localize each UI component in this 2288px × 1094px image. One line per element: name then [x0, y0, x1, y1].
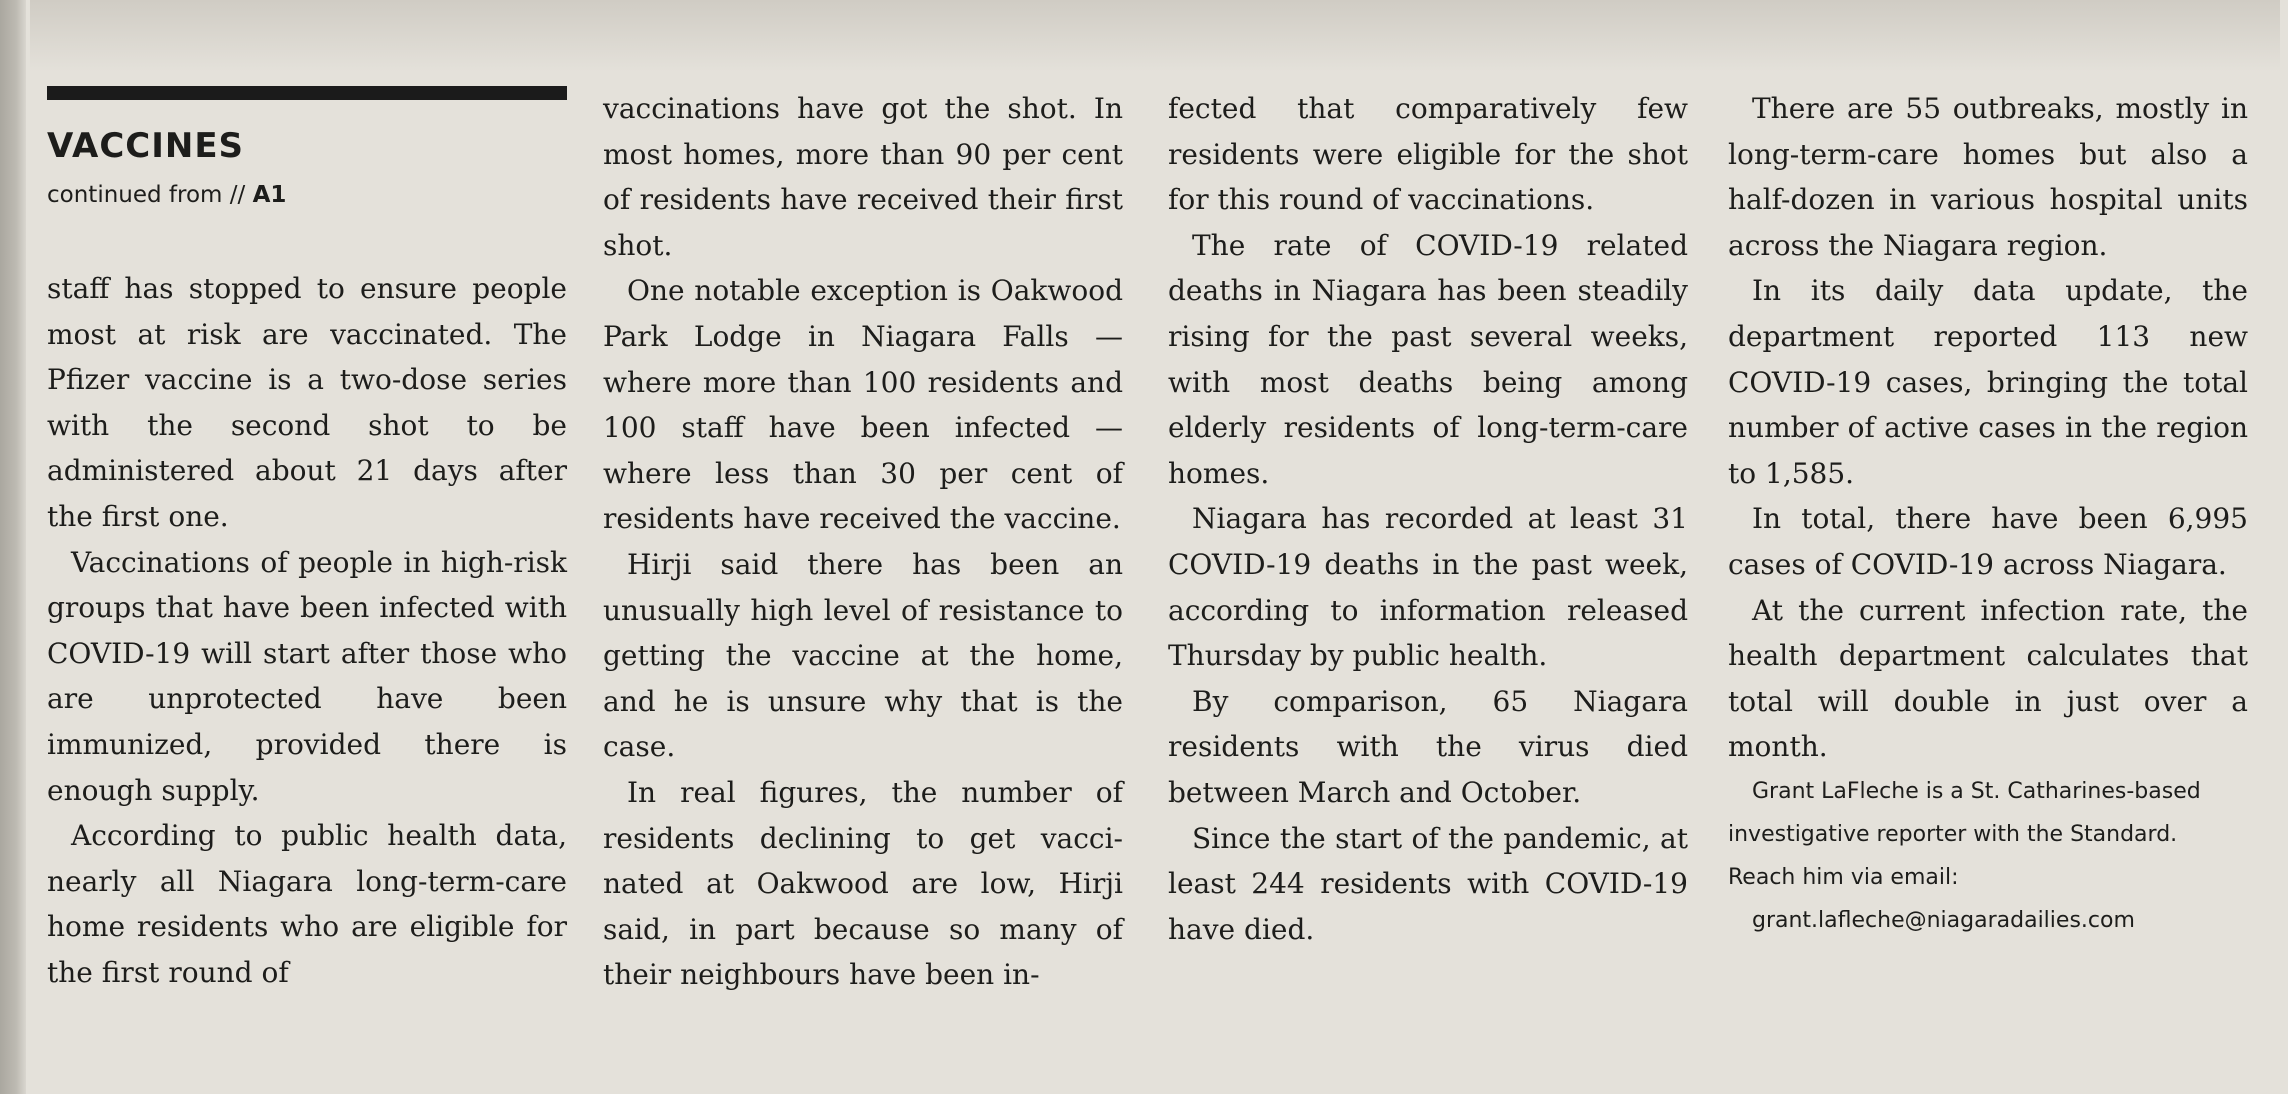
article-paragraph: By comparison, 65 Niagara residents with the virus died between March and October.	[1168, 684, 1688, 809]
author-email: grant.lafleche@niagaradailies.com	[1752, 907, 2135, 933]
article-column-4	[1728, 86, 2248, 942]
section-rule	[47, 86, 567, 100]
article-paragraph: vaccinations have got the shot. In most homes, more than 90 per cent of residents have received their first shot.	[603, 92, 1123, 262]
continued-page-ref: A1	[252, 182, 287, 208]
page-fold-shadow	[0, 0, 26, 1094]
article-paragraph: Vaccinations of people in high-risk groups that have been infected with COVID-19 will start after those who are unprotected have been immunized, provided there is enough supply.	[47, 545, 567, 807]
article-paragraph: Hirji said there has been an unusually high level of resistance to getting the vaccine at the home, and he is unsure why that is the case.	[603, 547, 1123, 764]
facing-page-bleed	[30, 0, 2280, 72]
article-paragraph: In its daily data update, the department reported 113 new COVID-19 cases, bringing the total number of active cases in the region to 1,585.	[1728, 274, 2248, 490]
article-paragraph: staff has stopped to ensure people most at risk are vaccinated. The Pfizer vaccine is a two-dose series with the second shot to be administered about 21 days after the first one.	[47, 272, 567, 533]
article-heading: VACCINES	[47, 126, 245, 166]
article-paragraph: fected that comparatively few residents were eligible for the shot for this round of vaccinations.	[1168, 92, 1688, 217]
article-column-2	[603, 86, 1123, 998]
article-paragraph: Since the start of the pandemic, at least 244 residents with COVID-19 have died.	[1168, 821, 1688, 946]
continued-label: continued from //	[47, 182, 253, 208]
article-paragraph: The rate of COVID-19 related deaths in Niagara has been steadily rising for the past several weeks, with most deaths being among elderly residents of long-term-care homes.	[1168, 228, 1688, 490]
article-paragraph: In real figures, the number of residents declining to get vaccinated at Oakwood are low, Hirji said, in part because so many of their neighbours have been in-	[603, 775, 1123, 992]
article-paragraph: At the current infection rate, the health department calculates that total will double in just over a month.	[1728, 593, 2248, 764]
article-paragraph: According to public health data, nearly all Niagara long-term-care home residents who are eligible for the first round of	[47, 819, 567, 989]
article-paragraph: One notable exception is Oakwood Park Lodge in Niagara Falls — where more than 100 residents and 100 staff have been infected — where less than 30 per cent of residents have received the vaccine.	[603, 274, 1123, 536]
author-bio	[1728, 770, 2248, 942]
continued-from-line	[47, 180, 286, 210]
article-paragraph: Niagara has recorded at least 31 COVID-19 deaths in the past week, according to information released Thursday by public health.	[1168, 502, 1688, 673]
article-column-3	[1168, 86, 1688, 952]
article-paragraph: In total, there have been 6,995 cases of COVID-19 across Niagara.	[1728, 502, 2248, 581]
article-column-1	[47, 266, 567, 996]
author-bio-text: Grant LaFleche is a St. Catharines-based investigative reporter with the Standard. Reach him via email:	[1728, 778, 2201, 890]
article-paragraph: There are 55 outbreaks, mostly in long-term-care homes but also a half-dozen in various hospital units across the Niagara region.	[1728, 92, 2248, 262]
